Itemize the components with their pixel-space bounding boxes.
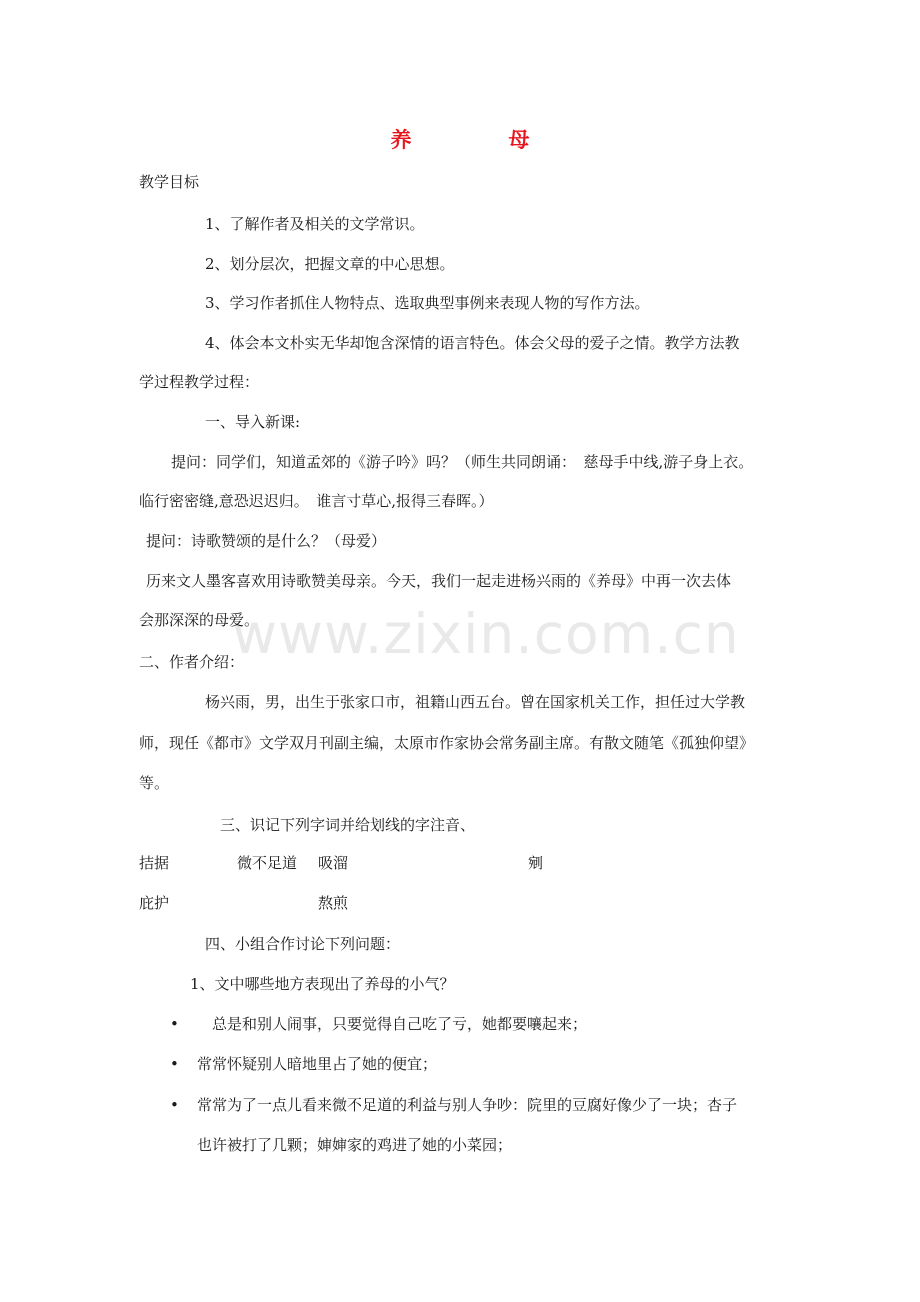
vocab-word: 熬煎 (318, 894, 349, 912)
objectives-heading: 教学目标 (139, 173, 200, 191)
section1-line-2: 临行密密缝,意恐迟迟归。 谁言寸草心,报得三春晖。） (139, 492, 494, 510)
bullet-marker: • (170, 1055, 179, 1073)
objective-3: 3、学习作者抓住人物特点、选取典型事例来表现人物的写作方法。 (205, 294, 650, 312)
bullet-marker: • (170, 1096, 179, 1114)
section1-line-5: 会那深深的母爱。 (139, 611, 260, 629)
watermark: www.zixin.com.cn (232, 602, 740, 666)
bullet-text-3-cont: 也许被打了几颗；婶婶家的鸡进了她的小菜园； (197, 1136, 513, 1154)
section3-heading: 三、识记下列字词并给划线的字注音、 (220, 816, 476, 834)
section2-heading: 二、作者介绍： (139, 653, 245, 671)
objective-4-cont: 学过程教学过程： (139, 373, 260, 391)
bullet-marker: • (170, 1015, 179, 1033)
vocab-word: 剜 (528, 854, 544, 872)
vocab-word: 庇护 (139, 894, 170, 912)
section1-line-4: 历来文人墨客喜欢用诗歌赞美母亲。今天，我们一起走进杨兴雨的《养母》中再一次去体 (146, 572, 732, 590)
objective-4: 4、体会本文朴实无华却饱含深情的语言特色。体会父母的爱子之情。教学方法教 (205, 334, 740, 352)
bullet-text-3: 常常为了一点儿看来微不足道的利益与别人争吵：院里的豆腐好像少了一块；杏子 (197, 1096, 738, 1114)
section2-line-1: 杨兴雨，男，出生于张家口市，祖籍山西五台。曾在国家机关工作，担任过大学教 (205, 693, 746, 711)
section2-line-2: 师，现任《都市》文学双月刊副主编，太原市作家协会常务副主席。有散文随笔《孤独仰望》 (139, 734, 755, 752)
objective-1: 1、了解作者及相关的文学常识。 (205, 215, 425, 233)
question-1: 1、文中哪些地方表现出了养母的小气？ (190, 975, 455, 993)
section1-line-1: 提问：同学们，知道孟郊的《游子吟》吗？（师生共同朗诵： 慈母手中线,游子身上衣。 (171, 453, 754, 471)
bullet-text-1: 总是和别人闹事，只要觉得自己吃了亏，她都要嚷起来； (212, 1015, 588, 1033)
bullet-text-2: 常常怀疑别人暗地里占了她的便宜； (197, 1055, 438, 1073)
section4-heading: 四、小组合作讨论下列问题： (205, 935, 401, 953)
vocab-word: 吸溜 (318, 854, 349, 872)
section1-line-3: 提问：诗歌赞颂的是什么？（母爱） (146, 532, 387, 550)
section2-line-3: 等。 (139, 774, 170, 792)
document-title: 养 母 (390, 127, 568, 152)
objective-2: 2、划分层次，把握文章的中心思想。 (205, 255, 455, 273)
section1-heading: 一、导入新课: (205, 413, 301, 431)
vocab-word: 拮据 (139, 854, 170, 872)
vocab-word: 微不足道 (237, 854, 298, 872)
